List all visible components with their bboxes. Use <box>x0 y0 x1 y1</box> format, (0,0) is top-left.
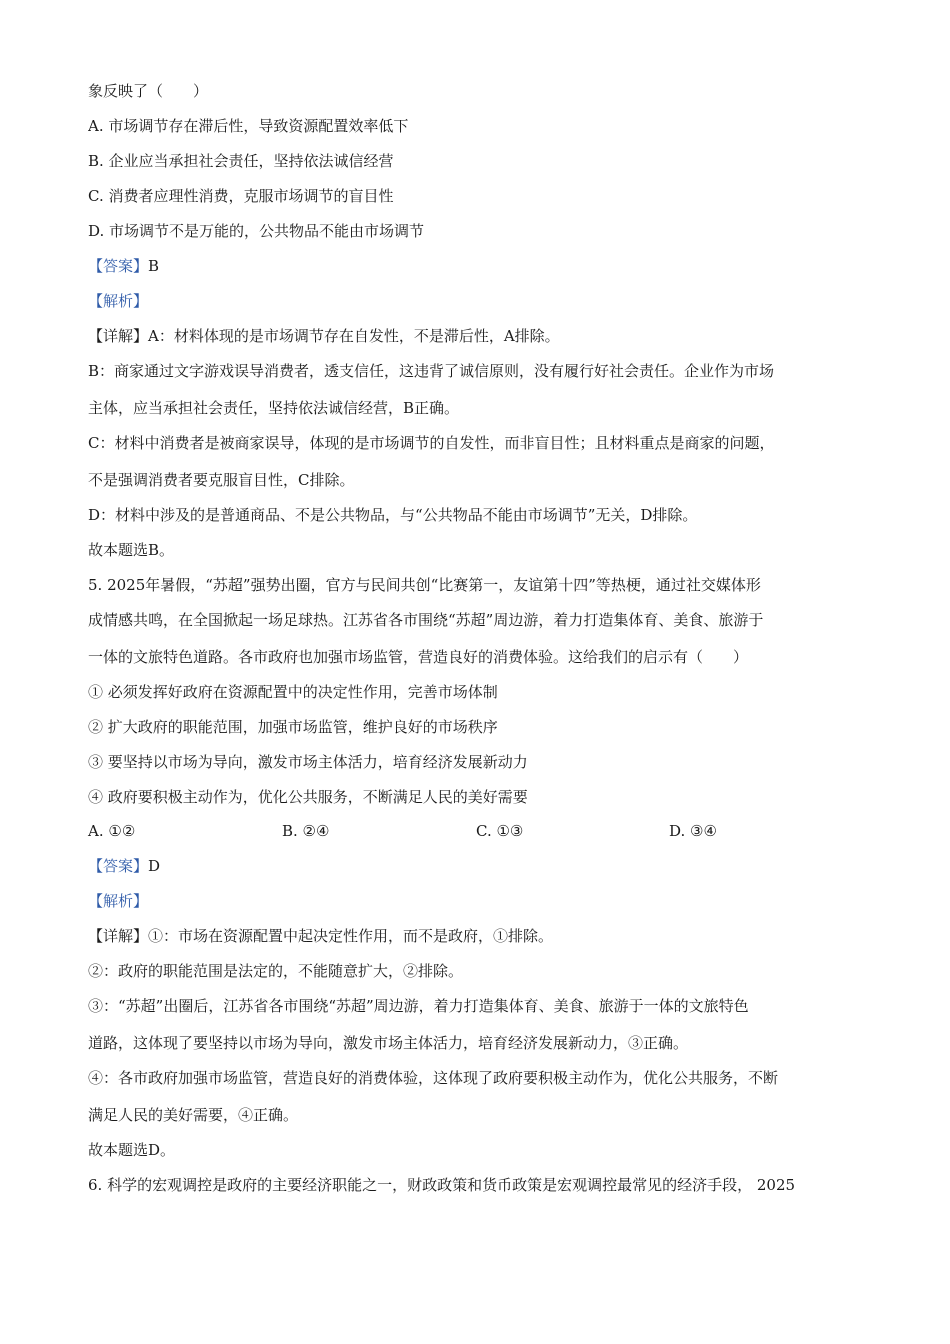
analysis-tag: 【解析】 <box>88 292 149 310</box>
q5-detail-line: ④：各市政府加强市场监管，营造良好的消费体验，这体现了政府要积极主动作为，优化公共服务，不断 <box>88 1069 779 1087</box>
q5-stem-line: 一体的文旅特色道路。各市政府也加强市场监管，营造良好的消费体验。这给我们的启示有（ ） <box>88 648 749 666</box>
q5-stem-line: 5. 2025年暑假，“苏超”强势出圈，官方与民间共创“比赛第一，友谊第十四”等热梗，通过社交媒体形 <box>88 576 761 594</box>
q5-statement: ④ 政府要积极主动作为，优化公共服务，不断满足人民的美好需要 <box>88 788 528 806</box>
answer-value: B <box>148 257 160 275</box>
detail-text: ①：市场在资源配置中起决定性作用，而不是政府，①排除。 <box>148 927 554 945</box>
q5-detail-line: 满足人民的美好需要，④正确。 <box>88 1106 299 1124</box>
answer-value: D <box>148 857 161 875</box>
q4-detail-line: C：材料中消费者是被商家误导，体现的是市场调节的自发性，而非盲目性；且材料重点是商家的问题， <box>88 434 775 452</box>
q6-stem-line: 6. 科学的宏观调控是政府的主要经济职能之一，财政政策和货币政策是宏观调控最常见的经济手段， 2025 <box>88 1176 796 1194</box>
q5-detail-line <box>88 925 868 947</box>
q5-conclusion: 故本题选D。 <box>88 1141 176 1159</box>
detail-tag: 【详解】 <box>88 927 149 945</box>
q4-detail-line: 主体，应当承担社会责任，坚持依法诚信经营，B正确。 <box>88 399 460 417</box>
q4-answer <box>88 255 868 277</box>
q5-detail-line: ②：政府的职能范围是法定的，不能随意扩大，②排除。 <box>88 962 464 980</box>
q5-choice-a: A. ①② <box>88 822 136 840</box>
q4-detail-line: B：商家通过文字游戏误导消费者，透支信任，这违背了诚信原则，没有履行好社会责任。企业作为市场 <box>88 362 775 380</box>
q5-answer <box>88 855 868 877</box>
answer-tag: 【答案】 <box>88 257 149 275</box>
q4-option-c: C. 消费者应理性消费，克服市场调节的盲目性 <box>88 187 394 205</box>
detail-tag: 【详解】 <box>88 327 149 345</box>
q5-choice-b: B. ②④ <box>282 822 330 840</box>
q4-option-b: B. 企业应当承担社会责任，坚持依法诚信经营 <box>88 152 394 170</box>
q5-statement: ③ 要坚持以市场为导向，激发市场主体活力，培育经济发展新动力 <box>88 753 528 771</box>
q4-detail-line: D：材料中涉及的是普通商品、不是公共物品，与“公共物品不能由市场调节”无关，D排除。 <box>88 506 698 524</box>
q4-conclusion: 故本题选B。 <box>88 541 175 559</box>
q5-detail-line: 道路，这体现了要坚持以市场为导向，激发市场主体活力，培育经济发展新动力，③正确。 <box>88 1034 689 1052</box>
q5-statement: ② 扩大政府的职能范围，加强市场监管，维护良好的市场秩序 <box>88 718 498 736</box>
q5-detail-line: ③：“苏超”出圈后，江苏省各市围绕“苏超”周边游，着力打造集体育、美食、旅游于一体的文旅特色 <box>88 997 749 1015</box>
q4-option-d: D. 市场调节不是万能的，公共物品不能由市场调节 <box>88 222 425 240</box>
q4-option-a: A. 市场调节存在滞后性，导致资源配置效率低下 <box>88 117 409 135</box>
q4-detail-line: 不是强调消费者要克服盲目性，C排除。 <box>88 471 355 489</box>
answer-tag: 【答案】 <box>88 857 149 875</box>
q5-choice-c: C. ①③ <box>476 822 524 840</box>
q4-analysis <box>88 290 868 312</box>
analysis-tag: 【解析】 <box>88 892 149 910</box>
q5-choice-d: D. ③④ <box>669 822 717 840</box>
detail-text: A：材料体现的是市场调节存在自发性，不是滞后性，A排除。 <box>148 327 560 345</box>
q5-analysis <box>88 890 868 912</box>
q5-statement: ① 必须发挥好政府在资源配置中的决定性作用，完善市场体制 <box>88 683 498 701</box>
q5-stem-line: 成情感共鸣，在全国掀起一场足球热。江苏省各市围绕“苏超”周边游，着力打造集体育、美食、旅游于 <box>88 611 764 629</box>
q4-stem-tail: 象反映了（ ） <box>88 82 209 100</box>
q4-detail-line <box>88 325 868 347</box>
